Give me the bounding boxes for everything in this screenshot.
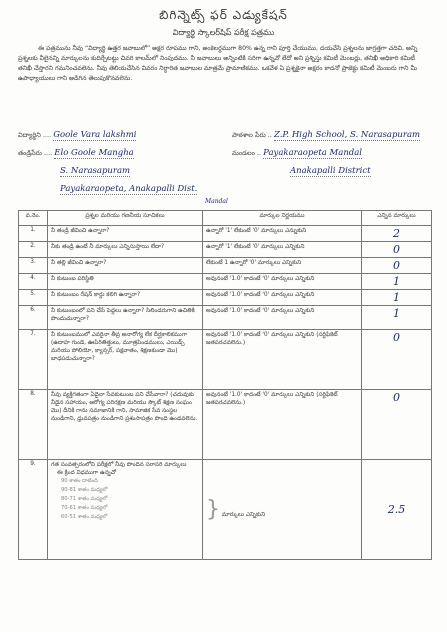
school-field: పాఠశాల పేరు .. Z.P. High School, S. Narasapuram: [232, 130, 421, 140]
school-value: Z.P. High School, S. Narasapuram: [273, 130, 421, 140]
row-number: 1.: [19, 226, 48, 242]
row-question: గత సంవత్సరంలోని పరీక్షలో నీవు పొందిన సరాసరి మార్కులు: [51, 462, 187, 468]
page-title: బిగిన్నెట్స్ ఫర్ ఎడ్యుకేషన్: [159, 8, 288, 22]
student-field: విద్యార్థిని .... Goole Vara lakshmi: [18, 130, 137, 140]
student-label: విద్యార్థిని: [18, 131, 41, 139]
table-row: [19, 390, 432, 460]
page-subtitle: విద్యార్థి స్కాలర్‌షిప్ పరీక్ష పత్రము: [172, 28, 275, 37]
table-row: [19, 306, 432, 330]
row-number: 9.: [19, 460, 48, 560]
row-evaluation: లేకుంటే 1 ఉన్నారో '0' మార్కులు ఎన్నికుని: [203, 258, 362, 274]
address-line1-value: S. Narasapuram: [60, 166, 131, 176]
row-evaluation: అవునంటే '1.0' కాదంటే '0' మార్కులు ఎన్నికుని: [203, 306, 362, 330]
row-marks: 0: [362, 330, 432, 390]
row-evaluation-9: [203, 460, 362, 560]
row-number: 4.: [19, 274, 48, 290]
row-question: నీ తల్లి జీవించి ఉన్నారా?: [48, 258, 203, 274]
row-question: నీ కుటుంబంలో పని చేసే పెద్దలు ఉన్నారా? సిలిండరుగాని ఉచితికి పొందుచున్నారా?: [48, 306, 203, 330]
col-header-question: ప్రశ్నల మరియు గణనీయ సూచికలు: [48, 211, 203, 226]
row-question: నీ కుటుంబ పరిస్థితి: [48, 274, 203, 290]
grade-band: 80-71 శాతం మధ్యలో: [61, 496, 108, 502]
grade-intro: ఈ క్రింద విధముగా ఉన్నచో: [57, 470, 117, 476]
father-value: Elo Goole Mangha: [54, 148, 134, 158]
row-evaluation: అవునంటే '1.0' కాదంటే '0' మార్కులు ఎన్నికుని (సర్టిఫికెట్ జతపరచవలెను.): [203, 390, 362, 460]
address-note-value: Mandal: [205, 198, 228, 205]
district-field: [290, 166, 371, 177]
grade-band: 90 శాతం దాటింది: [61, 478, 98, 484]
row-question-9: [48, 460, 203, 560]
father-field: తండ్రిపేరు .... Elo Goole Mangha: [18, 148, 134, 158]
table-row: [19, 330, 432, 390]
table-row: [19, 242, 432, 258]
curly-brace-icon: }: [206, 497, 220, 522]
grade-band: 60-51 శాతం మధ్యలో: [61, 514, 108, 520]
table-header-row: [19, 211, 432, 226]
row-evaluation: అవునంటే '1.0' కాదంటే '0' మార్కులు ఎన్నికుని (సర్టిఫికెట్ జతపరచవలెను.): [203, 330, 362, 390]
row-marks: 2.5: [362, 460, 432, 560]
col-header-number: వ.నెం.: [19, 211, 48, 226]
row-question: నీ కుటుంబం రేషన్ కార్డు కలిగి ఉన్నారా?: [48, 290, 203, 306]
address-note: [205, 198, 228, 205]
student-value: Goole Vara lakshmi: [53, 130, 137, 140]
table-row: [19, 460, 432, 560]
scoring-table: [18, 210, 432, 560]
row-evaluation: అవునంటే '1.0' కాదంటే '0' మార్కులు ఎన్నికుని: [203, 290, 362, 306]
row-marks: 0: [362, 258, 432, 274]
table-row: [19, 258, 432, 274]
school-label: పాఠశాల పేరు: [232, 131, 266, 139]
father-label: తండ్రిపేరు: [18, 149, 42, 157]
table-row: [19, 274, 432, 290]
grade-band: 90-81 శాతం మధ్యలో: [61, 487, 108, 493]
row-number: 2.: [19, 242, 48, 258]
row-evaluation: ఉన్నారో '1' లేకుంటే '0' మార్కులు ఎన్నుకుని: [203, 226, 362, 242]
row-number: 3.: [19, 258, 48, 274]
table-row: [19, 290, 432, 306]
row-marks: 1: [362, 306, 432, 330]
mandal-field: మండలం .. Payakaraopeta Mandal: [232, 148, 363, 158]
address-line1: [60, 166, 130, 177]
row-question: నీ తండ్రి జీవించి ఉన్నారా?: [48, 226, 203, 242]
row-evaluation: ఉన్నారో '1' లేకుంటే '0' మార్కులు ఎన్నికుని: [203, 242, 362, 258]
row-number: 8.: [19, 390, 48, 460]
row-marks: 0: [362, 390, 432, 460]
row-question: నీవు వ్యక్తిగతంగా ఏదైనా సేవకుటుంబ పని చేసేవారా? (చదువుకు నీడైన సహాయం, ఆరోగ్య పరిరక్షణ మరియు స్కౌట్ శిక్షణ సంఘం మొ) దీనికి గాను సమాజానికి గాని, సామాజిక సేవ సంస్థల నుండిగాని, ధ్రువపత్రం నుండిగాని ప్రశంసాపత్రం పొంది ఉండవలెను.: [48, 390, 203, 460]
row-marks: 1: [362, 290, 432, 306]
col-header-evaluation: మార్కుల నిర్ణయము: [203, 211, 362, 226]
grade-bands: [61, 477, 199, 522]
row-number: 6.: [19, 306, 48, 330]
row-marks: 1: [362, 274, 432, 290]
row-marks: 0: [362, 242, 432, 258]
address-line2: [60, 184, 197, 195]
address-line2-value: Payakaraopeta, Anakapalli Dist.: [60, 184, 198, 194]
row-marks: 2: [362, 226, 432, 242]
district-value: Anakapalli District: [290, 166, 371, 176]
row-question: నీ కుటుంబములో ఎవరైనా తీవ్ర అనారోగ్య లేక దీర్ఘకాలికముగా (ఉదాహ గుండె, ఊపిరితిత్తులు, మూత్రపిండములు, ఎయిడ్స్ మరియు పోలియో, క్యాన్సర్, పక్షవాతం, శిక్షణకుండా మొ) బాధపడుచున్నారా?: [48, 330, 203, 390]
instructions-paragraph: ఈ పత్రమును నీవు “విద్యార్థి ఉత్తర జవాబులో” అక్షర రూపము గాని, అంకెలర్థముగా 80% ఉన్న గాని పూర్తి చేయుము, దయచేసి ప్రశ్నలను జాగ్రత్తగా చదివి, అన్ని ప్రశ్నలకు వీలైనన్ని మార్కులను కుదిర్చేటట్టు చివరి కాలమ్‌లో నింపుదము. నీ జవాబులు అన్నింటికి సరిగా ఉన్నవో లేదో అని ప్రశ్నిస్తు కమిటీ మెంబర్లు, తనిఖీ అధికారి కమిటీ తనిఖీ చేస్తారని గమనించవలెను. నీవు తెలియచేసిన వివరం నిర్ధారిత జవాబుల మాత్రమే ప్రామాణికము. ఒకవేళ ఏ ప్రశ్నకైనా అక్షరం కాదనో ప్రాజెక్టు కమిటీ మెంబరు గాని మీ ఉపాధ్యాయులు గాని అడిగిన తెలుపుకొనవలెను.: [18, 45, 418, 82]
table-row: [19, 226, 432, 242]
grade-band: 70-61 శాతం మధ్యలో: [61, 505, 108, 511]
col-header-marks: ఎన్నిన మార్కులు: [362, 211, 432, 226]
mandal-label: మండలం: [232, 149, 255, 157]
row-evaluation: అవునంటే '1.0' కాదంటే '0' మార్కులు ఎన్నికుని: [203, 274, 362, 290]
row-number: 5.: [19, 290, 48, 306]
mandal-value: Payakaraopeta Mandal: [263, 148, 363, 158]
row-number: 7.: [19, 330, 48, 390]
row-evaluation: మార్కులు ఎన్నికుని: [221, 512, 266, 518]
row-question: నీకు తండ్రి ఉంటే నీ మార్కులు ఎన్నిసుస్తాయి లేదా?: [48, 242, 203, 258]
